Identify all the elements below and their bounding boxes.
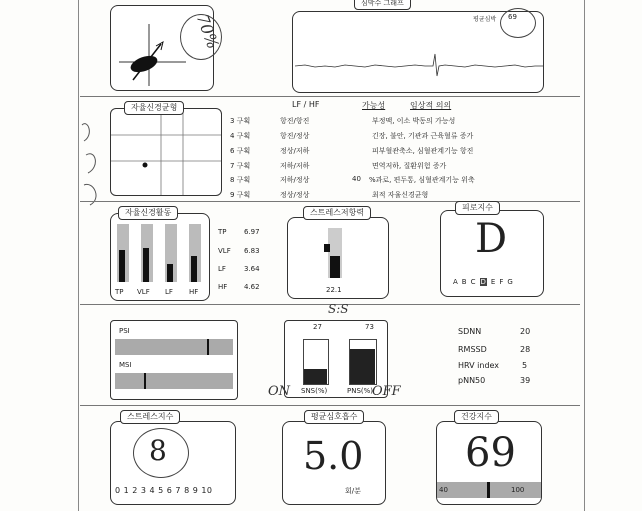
stress-resist-panel xyxy=(287,217,389,299)
clinical-meaning: %과로, 편두통, 심혈관계기능 위축 xyxy=(369,176,475,184)
fatigue-grade: D xyxy=(475,216,508,262)
msi-bar xyxy=(115,373,233,389)
pns-bar-fill xyxy=(350,349,375,384)
breath-value: 5.0 xyxy=(303,434,364,478)
stress-index-value: 8 xyxy=(149,434,167,467)
zone-label: 7 구획 xyxy=(230,162,251,170)
zone-label: 9 구획 xyxy=(230,191,251,199)
ecg-title: 심박수 그래프 xyxy=(354,0,411,10)
activity-value: 6.83 xyxy=(244,247,260,255)
zone-label: 3 구획 xyxy=(230,117,251,125)
activity-key-vlf: VLF xyxy=(137,288,150,296)
activity-value: 6.97 xyxy=(244,228,260,236)
activity-key-tp: TP xyxy=(115,288,124,296)
health-value: 69 xyxy=(465,430,516,476)
col-header-lfhf: LF / HF xyxy=(292,100,320,109)
psi-msi-panel xyxy=(110,320,238,400)
ecg-trace xyxy=(295,32,543,92)
health-min: 40 xyxy=(439,486,448,494)
stress-index-scale: 0 1 2 3 4 5 6 7 8 9 10 xyxy=(115,486,213,495)
fatigue-scale xyxy=(453,278,513,286)
avg-hr-label: 평균심박 xyxy=(473,16,497,23)
col-header-meaning: 임상적 의의 xyxy=(410,101,452,110)
hrv-value: 5 xyxy=(522,361,528,370)
msi-marker xyxy=(144,373,146,389)
divider-2 xyxy=(80,201,580,202)
lfhf-state: 저하/저하 xyxy=(280,162,310,170)
hrv-key: SDNN xyxy=(458,327,482,336)
stress-index-title: 스트레스지수 xyxy=(120,410,180,424)
activity-value-key: LF xyxy=(218,265,226,273)
clinical-meaning: 피부혈관축소, 심혈관계기능 항진 xyxy=(372,147,474,155)
fatigue-panel xyxy=(440,210,544,297)
health-title: 건강지수 xyxy=(454,410,499,424)
fatigue-scale-f: F xyxy=(499,278,504,286)
activity-key-hf: HF xyxy=(189,288,199,296)
avg-hr-value: 69 xyxy=(508,13,517,21)
fatigue-scale-a: A xyxy=(453,278,458,286)
divider-1 xyxy=(80,96,580,97)
activity-value: 3.64 xyxy=(244,265,260,273)
activity-value-key: TP xyxy=(218,228,227,236)
lfhf-state: 항진/항진 xyxy=(280,117,310,125)
breath-title: 평균심호흡수 xyxy=(304,410,364,424)
breath-unit: 회/분 xyxy=(345,487,361,495)
clinical-meaning: 최적 자율신경균형 xyxy=(372,191,429,199)
balance-grid xyxy=(111,109,221,195)
psi-marker xyxy=(207,339,209,355)
pns-label: PNS(%) xyxy=(347,387,374,395)
clinical-meaning: 부정맥, 이소 박동의 가능성 xyxy=(372,117,456,125)
activity-value-key: HF xyxy=(218,283,228,291)
sns-value: 27 xyxy=(313,323,322,331)
hrv-value: 20 xyxy=(520,327,531,336)
zone-label: 8 구획 xyxy=(230,176,251,184)
zone-label: 4 구획 xyxy=(230,132,251,140)
health-marker xyxy=(487,482,490,498)
possibility-value: 40 xyxy=(352,175,361,183)
fatigue-scale-d: D xyxy=(480,278,486,286)
stress-resist-level xyxy=(330,256,340,278)
lfhf-state: 항진/정상 xyxy=(280,132,310,140)
col-header-possibility: 가능성 xyxy=(362,101,386,110)
zone-label: 6 구획 xyxy=(230,147,251,155)
psi-label: PSI xyxy=(119,327,130,335)
psi-bar xyxy=(115,339,233,355)
sns-bar-fill xyxy=(304,369,327,384)
health-max: 100 xyxy=(511,486,525,494)
activity-bar-hf-level xyxy=(191,256,197,282)
msi-label: MSI xyxy=(119,361,132,369)
handwritten-off: OFF xyxy=(372,384,401,399)
breath-panel xyxy=(282,421,386,505)
fatigue-scale-c: C xyxy=(470,278,476,286)
fatigue-scale-b: B xyxy=(461,278,467,286)
stress-resist-marker xyxy=(324,244,330,252)
activity-bar-tp-level xyxy=(119,250,125,282)
activity-value-key: VLF xyxy=(218,247,231,255)
fatigue-title: 피로지수 xyxy=(455,201,500,215)
handwritten-percent: 70% xyxy=(192,11,223,52)
hrv-key: RMSSD xyxy=(458,345,487,354)
hrv-key: pNN50 xyxy=(458,376,486,385)
stress-resist-value: 22.1 xyxy=(326,286,342,294)
balance-grid-panel xyxy=(110,108,222,196)
lfhf-state: 저하/정상 xyxy=(280,176,310,184)
handwritten-on: ON xyxy=(268,384,291,399)
handwritten-circle xyxy=(180,11,223,60)
hrv-value: 39 xyxy=(520,376,531,385)
activity-value: 4.62 xyxy=(244,283,260,291)
balance-title: 자율신경균형 xyxy=(124,101,184,115)
hrv-key: HRV index xyxy=(458,361,500,370)
activity-title: 자율신경활동 xyxy=(118,206,178,220)
fatigue-scale-g: G xyxy=(507,278,513,286)
handwritten-ss: S:S xyxy=(328,302,349,316)
ecg-panel xyxy=(292,11,544,93)
fatigue-scale-e: E xyxy=(490,278,496,286)
clinical-meaning: 면역저하, 질환위험 증가 xyxy=(372,162,447,170)
divider-4 xyxy=(80,405,580,406)
activity-bar-lf-level xyxy=(167,264,173,282)
stress-resist-title: 스트레스저항력 xyxy=(303,206,371,220)
stress-index-circle xyxy=(133,428,189,478)
margin-scribble xyxy=(74,115,114,215)
stress-index-panel xyxy=(110,421,236,505)
lfhf-state: 정상/저하 xyxy=(280,147,310,155)
clinical-meaning: 긴장, 불안, 기관과 근육혈류 증가 xyxy=(372,132,474,140)
hrv-value: 28 xyxy=(520,345,531,354)
activity-bar-vlf-level xyxy=(143,248,149,282)
activity-key-lf: LF xyxy=(165,288,173,296)
activity-panel xyxy=(110,213,210,301)
health-panel xyxy=(436,421,542,505)
pns-value: 73 xyxy=(365,323,374,331)
sns-label: SNS(%) xyxy=(301,387,328,395)
lfhf-state: 정상/정상 xyxy=(280,191,310,199)
